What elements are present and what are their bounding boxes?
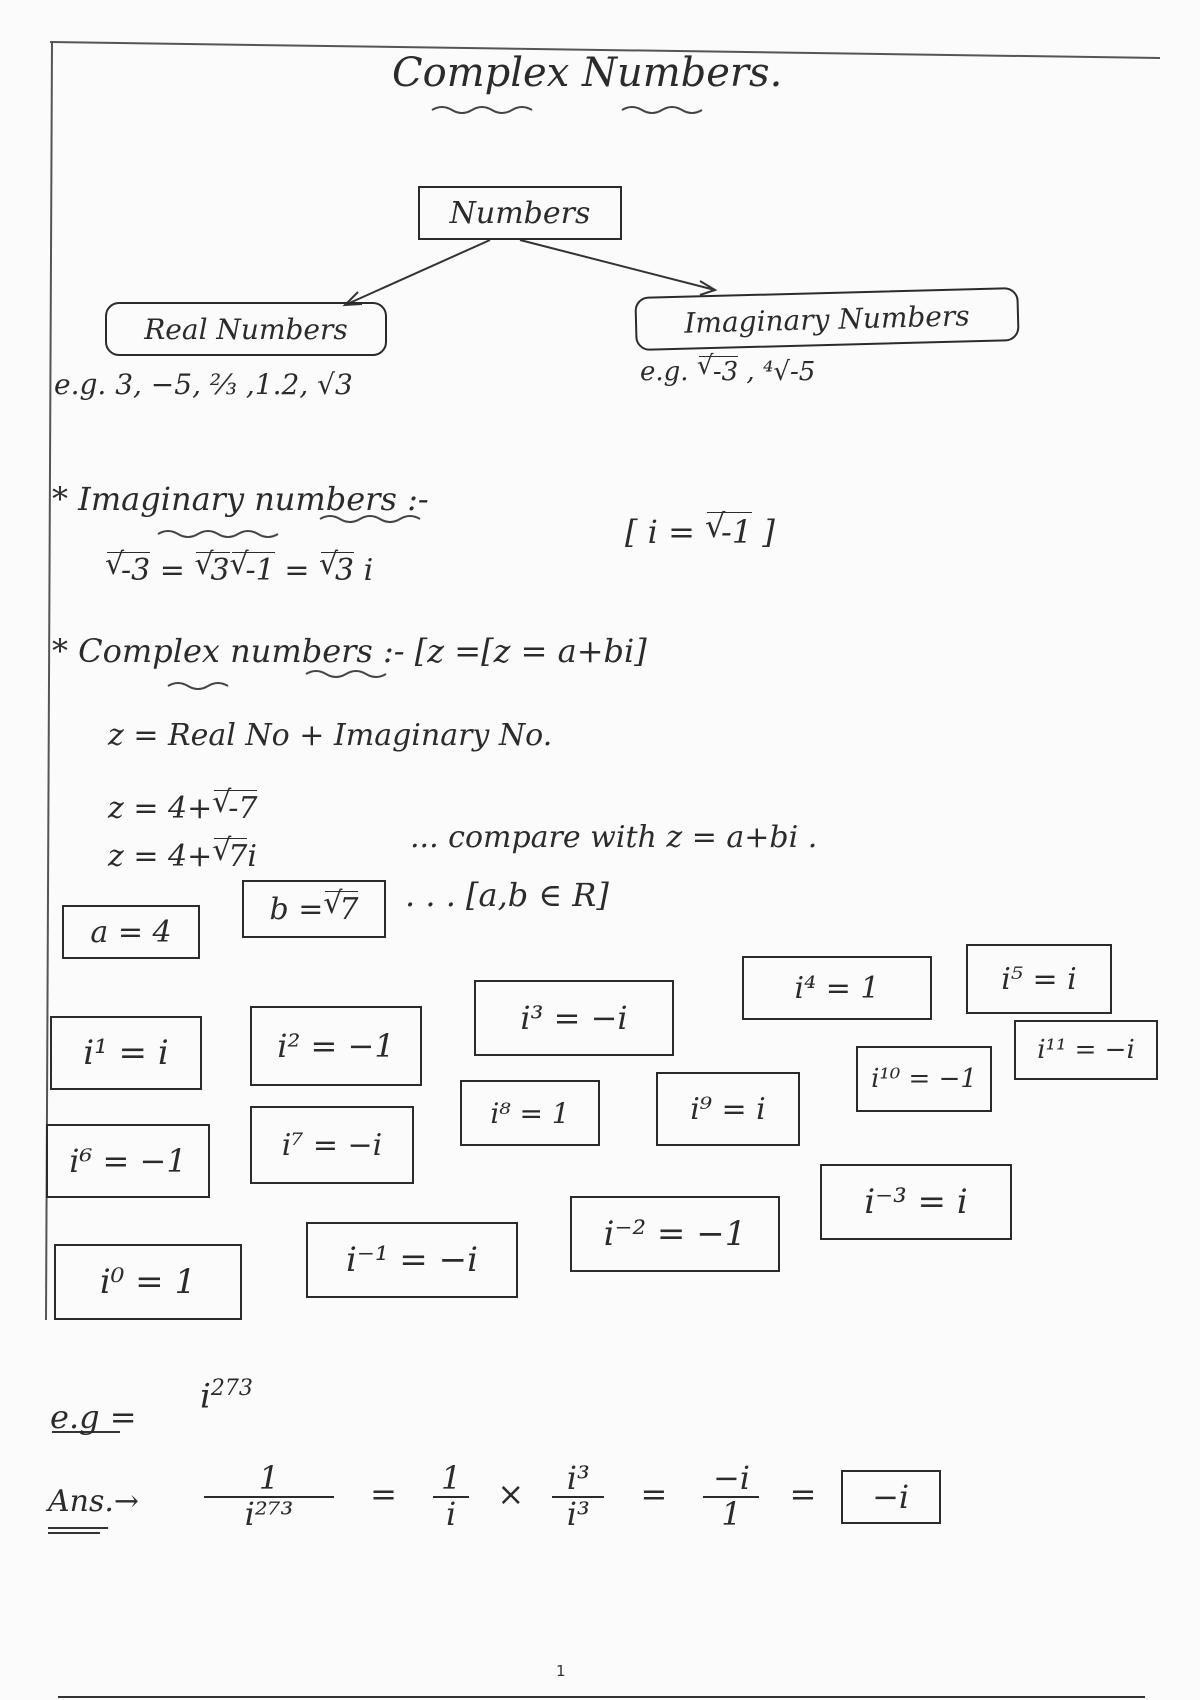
complex-example-1 [108, 790, 257, 826]
equals-2: = [640, 1475, 668, 1514]
complex-example-2 [108, 838, 257, 874]
example-expression [200, 1376, 253, 1416]
i-definition-radical: √ -1 [707, 512, 752, 551]
fraction-3-numerator: i³ [566, 1459, 590, 1497]
page-title: Complex Numbers. [392, 50, 783, 96]
fraction-3-denominator: i³ [566, 1494, 590, 1533]
numbers-node: Numbers [418, 186, 622, 240]
fraction-2-denominator: i [446, 1494, 457, 1533]
solution-steps [198, 1459, 941, 1533]
i-definition [625, 512, 775, 551]
imaginary-numbers-node: Imaginary Numbers [634, 287, 1019, 351]
power-box-8: i⁸ = 1 [460, 1080, 600, 1146]
power-box-neg-1: i⁻¹ = −i [306, 1222, 518, 1298]
fraction-4-numerator: −i [712, 1459, 750, 1497]
equals-1: = [370, 1475, 397, 1514]
power-box-neg-2: i⁻² = −1 [570, 1196, 780, 1272]
page-number: 1 [556, 1662, 566, 1680]
complex-heading: * Complex numbers :- [z =[z = a+bi] [52, 632, 647, 670]
b-value-radical: √ 7 [325, 891, 358, 927]
radical-minus-1: √ -1 [232, 552, 275, 588]
example-2-prefix: z = 4+ [108, 839, 213, 874]
fraction-1 [204, 1459, 334, 1533]
a-value-box: a = 4 [62, 905, 200, 959]
imaginary-numbers-example [640, 356, 815, 387]
power-box-2: i² = −1 [250, 1006, 422, 1086]
equals-sign-2: = [274, 553, 319, 588]
domain-note: . . . [a,b ∈ R] [405, 876, 609, 914]
fraction-3 [552, 1459, 604, 1533]
radical-lhs: √ -3 [107, 552, 150, 588]
power-box-neg-3: i⁻³ = i [820, 1164, 1012, 1240]
example-separator: , [738, 357, 763, 387]
example-base: i [200, 1376, 211, 1417]
fraction-1-denominator: i²⁷³ [244, 1494, 294, 1533]
compare-note: ... compare with z = a+bi . [410, 820, 818, 855]
example-label: e.g = [50, 1398, 137, 1436]
imaginary-heading: * Imaginary numbers :- [52, 480, 429, 518]
real-numbers-example: e.g. 3, −5, ⅔ ,1.2, √3 [54, 368, 353, 401]
times-sign: × [497, 1475, 525, 1514]
radical-3b: √ 3 [321, 552, 354, 588]
example-radical-b: ⁴√-5 [762, 357, 816, 387]
example-2-suffix: i [247, 839, 257, 874]
real-numbers-node: Real Numbers [105, 302, 387, 356]
power-box-3: i³ = −i [474, 980, 674, 1056]
power-box-1: i¹ = i [50, 1016, 202, 1090]
b-value-prefix: b = [269, 891, 324, 927]
i-definition-open: [ i = [625, 513, 706, 551]
b-value-box [242, 880, 386, 938]
example-exponent: 273 [210, 1376, 253, 1401]
fraction-4-denominator: 1 [721, 1494, 742, 1533]
power-box-0: i⁰ = 1 [54, 1244, 242, 1320]
power-box-5: i⁵ = i [966, 944, 1112, 1014]
equals-sign: = [150, 553, 195, 588]
power-box-11: i¹¹ = −i [1014, 1020, 1158, 1080]
fraction-2-numerator: 1 [440, 1459, 462, 1497]
result-box: −i [841, 1470, 941, 1524]
radical-3: √ 3 [196, 552, 229, 588]
example-radical-a: √ -3 [699, 356, 738, 387]
example-2-radical: √ 7 [214, 838, 247, 874]
imaginary-equation [105, 552, 373, 588]
fraction-1-numerator: 1 [258, 1459, 280, 1497]
answer-label: Ans.→ [48, 1484, 140, 1519]
equals-3: = [789, 1475, 817, 1514]
power-box-9: i⁹ = i [656, 1072, 800, 1146]
power-box-10: i¹⁰ = −1 [856, 1046, 992, 1112]
fraction-4 [703, 1459, 759, 1533]
fraction-2 [433, 1459, 469, 1533]
power-box-4: i⁴ = 1 [742, 956, 932, 1020]
example-prefix: e.g. [640, 357, 697, 387]
i-definition-close: ] [752, 513, 775, 551]
example-1-radical: √ -7 [214, 790, 257, 826]
complex-definition: z = Real No + Imaginary No. [108, 718, 553, 753]
power-box-7: i⁷ = −i [250, 1106, 414, 1184]
i-symbol: i [354, 553, 374, 588]
example-1-prefix: z = 4+ [108, 791, 213, 826]
power-box-6: i⁶ = −1 [46, 1124, 210, 1198]
